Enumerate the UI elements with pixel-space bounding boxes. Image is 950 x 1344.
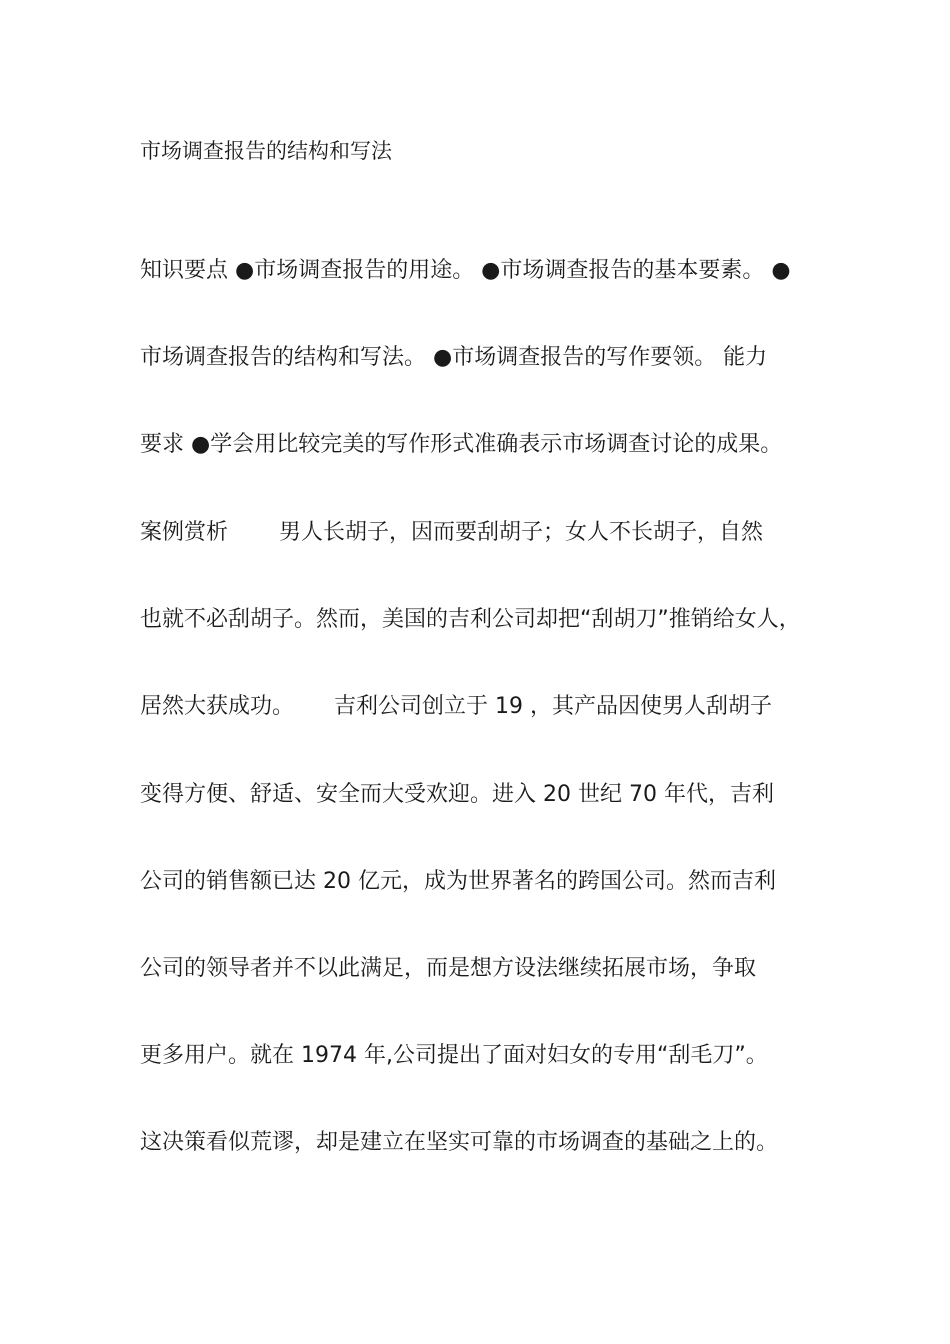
body-line: 这决策看似荒谬，却是建立在坚实可靠的市场调查的基础之上的。 <box>140 1130 779 1155</box>
body-line: 要求 ●学会用比较完美的写作形式准确表示市场调查讨论的成果。 <box>140 432 783 457</box>
body-line: 更多用户。就在 1974 年,公司提出了面对妇女的专用“刮毛刀”。 <box>140 1043 768 1068</box>
body-line: 居然大获成功。 吉利公司创立于 19 ，其产品因使男人刮胡子 <box>140 694 772 719</box>
body-line: 变得方便、舒适、安全而大受欢迎。进入 20 世纪 70 年代，吉利 <box>140 782 774 807</box>
body-line: 公司的销售额已达 20 亿元，成为世界著名的跨国公司。然而吉利 <box>140 869 776 894</box>
body-line: 也就不必刮胡子。然而，美国的吉利公司却把“刮胡刀”推销给女人， <box>140 607 801 632</box>
body-line: 案例赏析 男人长胡子，因而要刮胡子；女人不长胡子，自然 <box>140 520 763 545</box>
body-line: 公司的领导者并不以此满足，而是想方设法继续拓展市场，争取 <box>140 956 757 981</box>
body-line: 知识要点 ●市场调查报告的用途。 ●市场调查报告的基本要素。 ● <box>140 258 791 283</box>
document-title: 市场调查报告的结构和写法 <box>140 139 392 163</box>
body-line: 市场调查报告的结构和写法。 ●市场调查报告的写作要领。 能力 <box>140 345 768 370</box>
